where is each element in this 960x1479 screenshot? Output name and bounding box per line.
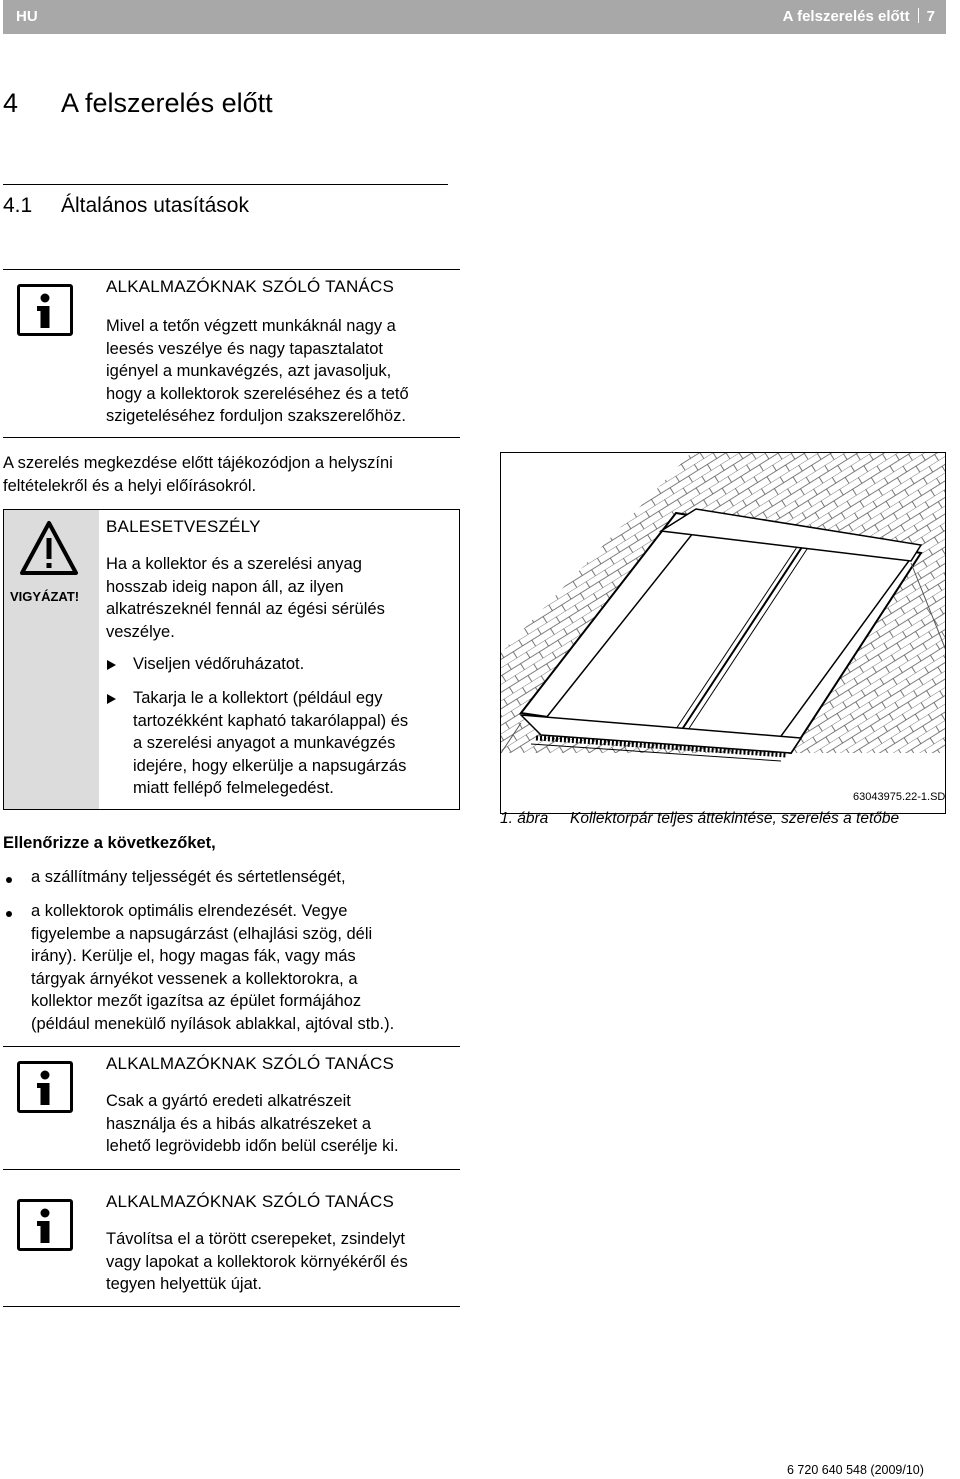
notice1-title: ALKALMAZÓKNAK SZÓLÓ TANÁCS xyxy=(106,277,394,296)
warning-line: alkatrészeknél fennál az égési sérülés xyxy=(106,600,385,618)
notice2-title: ALKALMAZÓKNAK SZÓLÓ TANÁCS xyxy=(106,1054,394,1073)
warning-line: veszélye. xyxy=(106,622,175,641)
checklist-line: a szállítmány teljességét és sértetlenségét, xyxy=(31,868,346,886)
section-number: 4.1 xyxy=(3,194,33,217)
notice1-line: Mivel a tetőn végzett munkáknál nagy a xyxy=(106,317,396,335)
notice1-line: leesés veszélye és nagy tapasztalatot xyxy=(106,339,383,358)
checklist-line: a kollektorok optimális elrendezését. Vegye xyxy=(31,902,348,920)
notice2-rule-top xyxy=(3,1046,460,1047)
warning-step-line: Viseljen védőruházatot. xyxy=(133,655,305,673)
header-language: HU xyxy=(16,8,38,25)
notice3-title: ALKALMAZÓKNAK SZÓLÓ TANÁCS xyxy=(106,1192,394,1211)
checklist-title: Ellenőrizze a következőket, xyxy=(3,834,216,852)
header-section-page xyxy=(783,8,935,25)
info-icon xyxy=(17,1199,73,1251)
notice1-line: szigeteléséhez forduljon szakszerelőhöz. xyxy=(106,407,406,425)
roof-collector-illustration xyxy=(501,453,946,814)
warning-label: VIGYÁZAT! xyxy=(10,589,80,604)
step-arrow-icon xyxy=(107,660,116,670)
notice1-rule-bottom xyxy=(3,437,460,438)
warning-step-line: tartozékként kapható takarólappal) és xyxy=(133,711,409,730)
section-rule xyxy=(3,184,448,185)
checklist-item xyxy=(31,866,346,889)
step-arrow-icon xyxy=(107,694,116,704)
warning-body xyxy=(106,553,385,643)
figure-label: 1. ábra xyxy=(500,810,549,827)
notice3-body xyxy=(106,1228,408,1296)
figure-caption-text: Kollektorpár teljes áttekintése, szerelés a tetőbe xyxy=(570,810,900,827)
section-title: Általános utasítások xyxy=(61,194,249,217)
checklist-line: kollektor mezőt igazítsa az épület formájához xyxy=(31,992,362,1010)
section-heading xyxy=(3,194,249,218)
intro-line: feltételekről és a helyi előírásokról. xyxy=(3,476,257,495)
chapter-number: 4 xyxy=(3,88,19,118)
notice2-rule-bottom xyxy=(3,1169,460,1170)
notice3-line: Távolítsa el a törött cserepeket, zsindelyt xyxy=(106,1230,405,1248)
footer-document-number: 6 720 640 548 (2009/10) xyxy=(787,1463,924,1477)
chapter-title: A felszerelés előtt xyxy=(61,88,273,118)
bullet-dot-icon xyxy=(6,911,12,917)
checklist-line: figyelembe a napsugárzást (elhajlási szög, déli xyxy=(31,924,373,943)
notice1-rule-top xyxy=(3,269,460,270)
intro-line: A szerelés megkezdése előtt tájékozódjon a helyszíni xyxy=(3,454,393,472)
checklist-item xyxy=(31,900,394,1035)
header-page-number: 7 xyxy=(926,8,935,25)
info-icon xyxy=(17,1061,73,1113)
chapter-heading xyxy=(3,88,273,119)
notice2-line: Csak a gyártó eredeti alkatrészeit xyxy=(106,1092,351,1110)
bullet-dot-icon xyxy=(6,877,12,883)
warning-step-line: a szerelési anyagot a munkavégzés xyxy=(133,734,396,752)
header-section-title: A felszerelés előtt xyxy=(782,8,910,25)
checklist-line: irány). Kerülje el, hogy magas fák, vagy más xyxy=(31,947,356,965)
notice2-line: lehető legrövidebb időn belül cserélje ki. xyxy=(106,1137,399,1155)
warning-step-line: Takarja le a kollektort (például egy xyxy=(133,689,383,707)
notice3-rule-bottom xyxy=(3,1306,460,1307)
warning-step xyxy=(133,687,408,800)
warning-step-line: miatt fellépő felmelegedést. xyxy=(133,779,334,797)
intro-paragraph xyxy=(3,452,393,497)
notice3-line: tegyen helyettük újat. xyxy=(106,1275,262,1293)
warning-line: hosszab ideig napon áll, az ilyen xyxy=(106,577,344,596)
warning-line: Ha a kollektor és a szerelési anyag xyxy=(106,555,362,573)
checklist-line: (például menekülő nyílások ablakkal, ajtóval stb.). xyxy=(31,1014,395,1033)
warning-title: BALESETVESZÉLY xyxy=(106,517,261,536)
checklist-line: tárgyak árnyékot vessenek a kollektorokra, a xyxy=(31,969,358,988)
figure-caption xyxy=(500,810,899,828)
notice2-line: használja és a hibás alkatrészeket a xyxy=(106,1114,372,1133)
notice2-body xyxy=(106,1090,399,1158)
warning-step-line: idejére, hogy elkerülje a napsugárzás xyxy=(133,756,407,775)
notice3-line: vagy lapokat a kollektorok környékéről és xyxy=(106,1252,408,1271)
notice1-body xyxy=(106,315,409,428)
warning-triangle-icon xyxy=(18,519,80,582)
info-icon xyxy=(17,284,73,336)
figure-code: 63043975.22-1.SD xyxy=(853,791,946,803)
figure-frame xyxy=(500,452,946,814)
notice1-line: hogy a kollektorok szereléséhez és a tető xyxy=(106,384,409,403)
notice1-line: igényel a munkavégzés, azt javasoljuk, xyxy=(106,362,392,380)
warning-step xyxy=(133,653,304,676)
